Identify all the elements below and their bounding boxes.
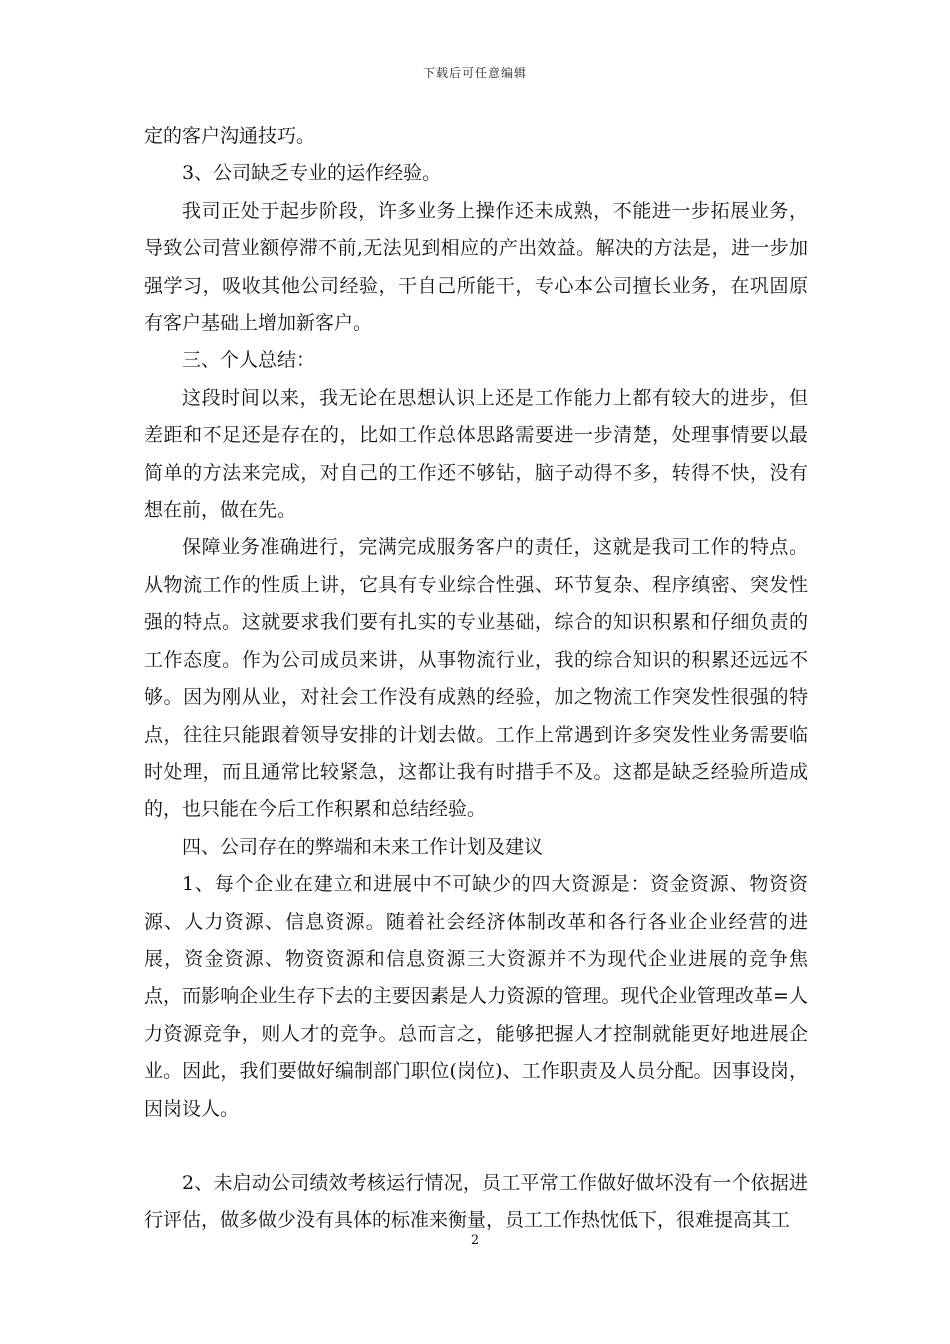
- paragraph-item-3-heading: 3、公司缺乏专业的运作经验。: [182, 162, 442, 185]
- paragraph-continuation: 定的客户沟通技巧。: [144, 125, 316, 147]
- page-header: 下载后可任意编辑: [422, 66, 527, 80]
- section-heading-personal-summary: 三、个人总结：: [182, 349, 316, 372]
- paragraph-personal-progress: 这段时间以来，我无论在思想认识上还是工作能力上都有较大的进步，但差距和不足还是存在的，比如工作总体思路需要进一步清楚，处理事情要以最简单的方法来完成，对自己的工作还不够钻，脑子动得不多，转得不快，没有想在前，做在先。: [144, 386, 808, 522]
- paragraph-spacer: [144, 1128, 808, 1165]
- paragraph-four-resources: 1、每个企业在建立和进展中不可缺少的四大资源是：资金资源、物资资源、人力资源、信息资源。随着社会经济体制改革和各行各业企业经营的进展，资金资源、物资资源和信息资源三大资源并不为现代企业进展的竞争焦点，而影响企业生存下去的主要因素是人力资源的管理。现代企业管理改革=人力资源竞争，则人才的竞争。总而言之，能够把握人才控制就能更好地进展企业。因此，我们要做好编制部门职位(岗位)、工作职责及人员分配。因事设岗，因岗设人。: [144, 873, 808, 1120]
- paragraph-performance-review: 2、未启动公司绩效考核运行情况，员工平常工作做好做坏没有一个依据进行评估，做多做少没有具体的标准来衡量，员工工作热忱低下，很难提高其工: [144, 1171, 808, 1232]
- section-heading-company-issues: 四、公司存在的弊端和未来工作计划及建议: [182, 835, 544, 858]
- paragraph-work-characteristics: 保障业务准确进行，完满完成服务客户的责任，这就是我司工作的特点。从物流工作的性质上讲，它具有专业综合性强、环节复杂、程序缜密、突发性强的特点。这就要求我们要有扎实的专业基础，综合的知识积累和仔细负责的工作态度。作为公司成员来讲，从事物流行业，我的综合知识的积累还远远不够。因为刚从业，对社会工作没有成熟的经验，加之物流工作突发性很强的特点，往往只能跟着领导安排的计划去做。工作上常遇到许多突发性业务需要临时处理，而且通常比较紧急，这都让我有时措手不及。这都是缺乏经验所造成的，也只能在今后工作积累和总结经验。: [144, 536, 808, 821]
- page-number: 2: [470, 1233, 480, 1248]
- document-body: [144, 118, 808, 1240]
- paragraph-startup-stage: 我司正处于起步阶段，许多业务上操作还未成熟，不能进一步拓展业务，导致公司营业额停滞不前,无法见到相应的产出效益。解决的方法是，进一步加强学习，吸收其他公司经验，干自己所能干，专心本公司擅长业务，在巩固原有客户基础上增加新客户。: [144, 199, 808, 335]
